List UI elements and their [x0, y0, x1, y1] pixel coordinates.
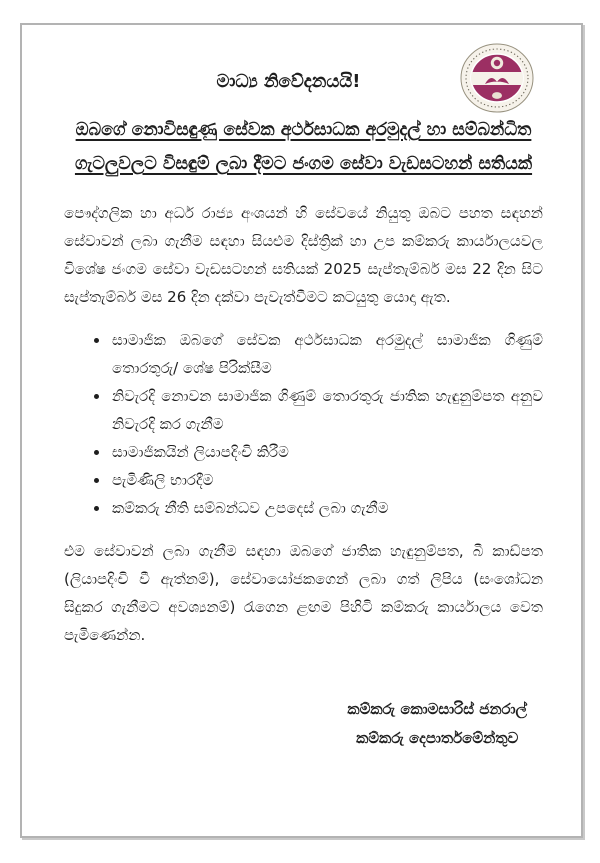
service-item-epf-balance-check: • සාමාජික ඔබගේ සේවක අර්ථසාධක අරමුදල් සාමාජික ගිණුම් තොරතුරු/ ශේෂ පිරික්සීම — [110, 326, 543, 382]
services-list — [64, 326, 543, 522]
closing-paragraph: එම සේවාවන් ලබා ගැනීම සඳහා ඔබගේ ජාතික හැඳුනුම්පත, බී කාඩ්පත (ලියාපදිංචි වී ඇත්නම්), සේවායෝජකගෙන් ලබා ගත් ලිපිය (සංශෝධන සිදුකර ගැනීමට අවශ්‍යනම්) රැගෙන ළඟම පිහිටි කම්කරු කාර්යාලය වෙත පැමිණෙන්න. — [64, 542, 543, 644]
signatory-title: කම්කරු කොමසාරිස් ජනරාල් — [347, 700, 527, 718]
service-item-correct-account-info: • නිවැරදි නොවන සාමාජික ගිණුම් තොරතුරු ජාතික හැඳුනුම්පත අනුව නිවැරදි කර ගැනීම — [110, 382, 543, 438]
service-item-labour-law-advice: • කම්කරු නීති සම්බන්ධව උපදෙස් ලබා ගැනීම — [110, 494, 543, 522]
service-item-member-registration: • සාමාජිකයින් ලියාපදිංචි කිරීම — [110, 438, 543, 466]
signature-block — [347, 695, 527, 753]
announcement-label: මාධ්‍ය නිවේදනයයි! — [216, 71, 361, 92]
intro-paragraph: පෞද්ගලික හා අර්ධ රාජ්‍ය අංශයන් හි සේවයේ නියුතු ඔබට පහත සඳහන් සේවාවන් ලබා ගැනීම සඳහා සියළුම දිස්ත්‍රික් හා උප කම්කරු කාර්යාලයවල විශේෂ ජංගම සේවා වැඩසටහන් සතියක් 2025 සැප්තැම්බර් මස 22 දින සිට සැප්තැම්බර් මස 26 දින දක්වා පැවැත්වීමට කටයුතු යොදා ඇත. — [64, 204, 543, 306]
department-logo — [459, 42, 535, 114]
service-item-submit-complaints: • පැමිණිලි භාරදීම — [110, 466, 543, 494]
notice-page — [20, 23, 583, 838]
signatory-department: කම්කරු දෙපාර්තමේන්තුව — [356, 729, 519, 747]
department-seal-icon — [459, 42, 535, 114]
notice-title: ඔබගේ නොවිසඳුණු සේවක අර්ථසාධක අරමුදල් හා සම්බන්ධිත ගැටලුවලට විසඳුම් ලබා දීමට ජංගම සේවා වැඩසටහන් සතියක් — [74, 120, 533, 174]
